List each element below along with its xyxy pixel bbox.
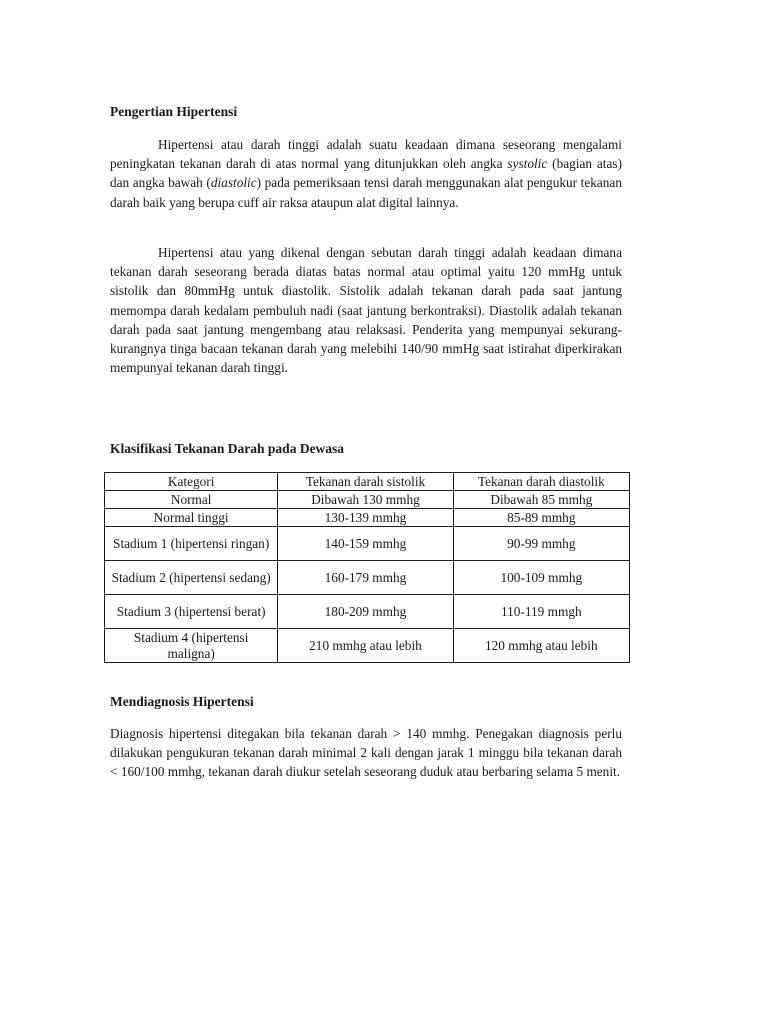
term-systolic: systolic (507, 156, 548, 172)
header-kategori: Kategori (105, 473, 278, 491)
cell-diastolic: Dibawah 85 mmhg (453, 491, 629, 509)
table-header-row (105, 473, 630, 491)
cell-systolic: 130-139 mmhg (278, 509, 453, 527)
table-row (105, 527, 630, 561)
cell-category: Stadium 4 (hipertensi maligna) (105, 629, 278, 663)
table-row (105, 509, 630, 527)
cell-diastolic: 110-119 mmgh (453, 595, 629, 629)
heading-pengertian: Pengertian Hipertensi (110, 104, 238, 119)
classification-table (104, 472, 630, 663)
cell-diastolic: 90-99 mmhg (453, 527, 629, 561)
paragraph-definition-part-b: (bagian atas) dan angka bawah ( (110, 156, 623, 191)
table-row (105, 595, 630, 629)
table-row (105, 491, 630, 509)
cell-category: Normal tinggi (105, 509, 278, 527)
cell-systolic: Dibawah 130 mmhg (278, 491, 453, 509)
cell-systolic: 160-179 mmhg (278, 561, 453, 595)
term-diastolic: diastolic (210, 175, 257, 191)
cell-diastolic: 85-89 mmhg (453, 509, 629, 527)
heading-mendiagnosis: Mendiagnosis Hipertensi (110, 694, 254, 709)
paragraph-definition (110, 135, 622, 212)
table-row (105, 629, 630, 663)
paragraph-diagnosis: Diagnosis hipertensi ditegakan bila tekanan darah > 140 mmhg. Penegakan diagnosis perlu dilakukan pengukuran tekanan darah minimal 2 kali dengan jarak 1 minggu bila tekanan darah < 160/100 mmhg, tekanan darah diukur setelah seseorang duduk atau berbaring selama 5 menit. (110, 726, 622, 780)
paragraph-definition-part-c: ) pada pemeriksaan tensi darah menggunakan alat pengukur tekanan darah baik yang berupa cuff air raksa ataupun alat digital lainnya. (110, 175, 622, 210)
paragraph-explanation: Hipertensi atau yang dikenal dengan sebutan darah tinggi adalah keadaan dimana tekanan darah seseorang berada diatas batas normal atau optimal yaitu 120 mmHg untuk sistolik dan 80mmHg untuk diastolik. Sistolik adalah tekanan darah pada saat jantung memompa darah kedalam pembuluh nadi (saat jantung berkontraksi). Diastolik adalah tekanan darah pada saat jantung mengembang atau relaksasi. Penderita yang mempunyai sekurang-kurangnya tinga bacaan tekanan darah yang melebihi 140/90 mmHg saat istirahat diperkirakan mempunyai tekanan darah tinggi. (110, 245, 622, 376)
cell-diastolic: 120 mmhg atau lebih (453, 629, 629, 663)
cell-category: Normal (105, 491, 278, 509)
header-sistolik: Tekanan darah sistolik (278, 473, 453, 491)
table-row (105, 561, 630, 595)
cell-systolic: 210 mmhg atau lebih (278, 629, 453, 663)
heading-klasifikasi: Klasifikasi Tekanan Darah pada Dewasa (110, 441, 345, 456)
cell-category: Stadium 1 (hipertensi ringan) (105, 527, 278, 561)
cell-diastolic: 100-109 mmhg (453, 561, 629, 595)
paragraph-definition-part-a: Hipertensi atau darah tinggi adalah suatu keadaan dimana seseorang mengalami peningkatan tekanan darah di atas normal yang ditunjukkan oleh angka (110, 137, 622, 172)
cell-category: Stadium 2 (hipertensi sedang) (105, 561, 278, 595)
header-diastolik: Tekanan darah diastolik (453, 473, 629, 491)
cell-systolic: 140-159 mmhg (278, 527, 453, 561)
cell-category: Stadium 3 (hipertensi berat) (105, 595, 278, 629)
cell-systolic: 180-209 mmhg (278, 595, 453, 629)
